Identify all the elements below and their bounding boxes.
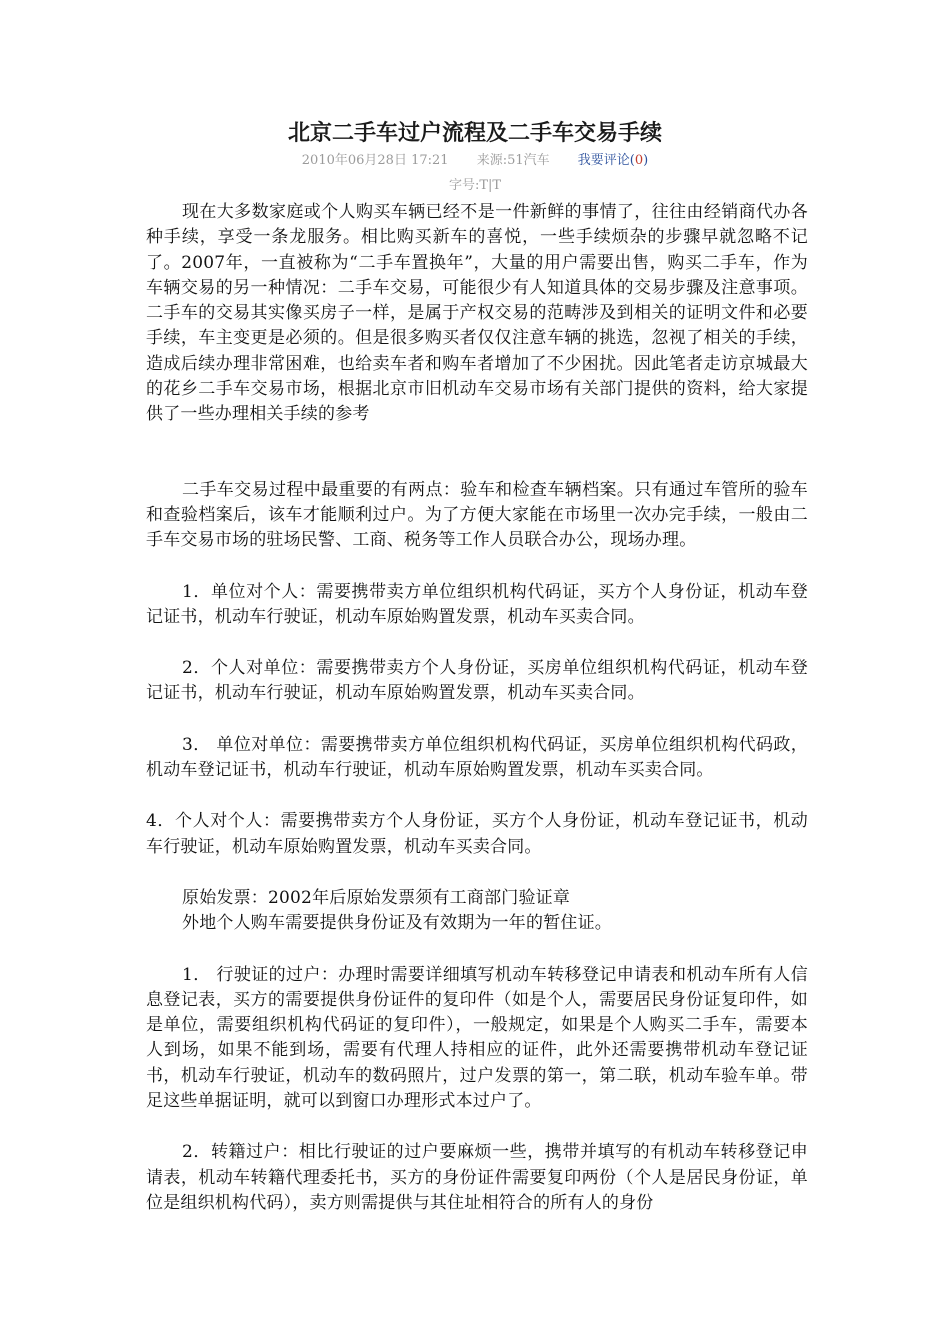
publish-date: 2010年06月28日 17:21 [301,153,449,168]
paragraph-original-invoice: 原始发票：2002年后原始发票须有工商部门验证章 [182,887,571,908]
paragraph-unit-to-person: 1．单位对个人：需要携带卖方单位组织机构代码证，买方个人身份证，机动车登记证书，机动车行驶证，机动车原始购置发票，机动车买卖合同。 [146,581,808,627]
font-size-label: 字号: [448,178,480,193]
font-size-toggle[interactable]: T|T [479,178,502,193]
paragraph-key-points: 二手车交易过程中最重要的有两点：验车和检查车辆档案。只有通过车管所的验车和查验档案后，该车才能顺利过户。为了方便大家能在市场里一次办完手续，一般由二手车交易市场的驻场民警、工商、税务等工作人员联合办公，现场办理。 [146,479,808,551]
paragraph-intro: 现在大多数家庭或个人购买车辆已经不是一件新鲜的事情了，往往由经销商代办各种手续，享受一条龙服务。相比购买新车的喜悦，一些手续烦杂的步骤早就忽略不记了。2007年，一直被称为“二手车置换年”，大量的用户需要出售，购买二手车，作为车辆交易的另一种情况：二手车交易，可能很少有人知道具体的交易步骤及注意事项。二手车的交易其实像买房子一样，是属于产权交易的范畴涉及到相关的证明文件和必要手续，车主变更是必须的。但是很多购买者仅仅注意车辆的挑选，忽视了相关的手续，造成后续办理非常困难，也给卖车者和购车者增加了不少困扰。因此笔者走访京城最大的花乡二手车交易市场，根据北京市旧机动车交易市场有关部门提供的资料，给大家提供了一些办理相关手续的参考 [146,202,808,425]
paragraph-person-to-person: 4．个人对个人：需要携带卖方个人身份证，买方个人身份证，机动车登记证书，机动车行驶证，机动车原始购置发票，机动车买卖合同。 [146,811,808,857]
comment-count: 0 [634,153,644,168]
article-meta [0,151,950,171]
paragraph-nonlocal-buyer: 外地个人购车需要提供身份证及有效期为一年的暂住证。 [182,913,612,934]
paragraph-person-to-unit: 2．个人对单位：需要携带卖方个人身份证，买房单位组织机构代码证，机动车登记证书，机动车行驶证，机动车原始购置发票，机动车买卖合同。 [146,658,808,704]
comment-label: 我要评论( [577,153,635,168]
article-title: 北京二手车过户流程及二手车交易手续 [287,121,662,146]
comment-close: ) [643,153,649,168]
article-body [146,200,808,1216]
article-source: 来源:51汽车 [476,153,550,168]
paragraph-unit-to-unit: 3． 单位对单位：需要携带卖方单位组织机构代码证，买房单位组织机构代码政，机动车登记证书，机动车行驶证，机动车原始购置发票，机动车买卖合同。 [146,734,808,781]
font-size-control [0,176,950,196]
paragraph-license-transfer: 1． 行驶证的过户：办理时需要详细填写机动车转移登记申请表和机动车所有人信息登记表，买方的需要提供身份证件的复印件（如是个人，需要居民身份证复印件，如是单位，需要组织机构代码证的复印件），一般规定，如果是个人购买二手车，需要本人到场，如果不能到场，需要有代理人持相应的证件，此外还需要携带机动车登记证书，机动车行驶证，机动车的数码照片，过户发票的第一，第二联，机动车验车单。带足这些单据证明，就可以到窗口办理形式本过户了。 [146,964,808,1112]
paragraph-registry-transfer: 2．转籍过户：相比行驶证的过户要麻烦一些，携带并填写的有机动车转移登记申请表，机动车转籍代理委托书，买方的身份证件需要复印两份（个人是居民身份证，单位是组织机构代码），卖方则需提供与其住址相符合的所有人的身份 [146,1142,808,1213]
comment-link[interactable] [578,153,648,168]
